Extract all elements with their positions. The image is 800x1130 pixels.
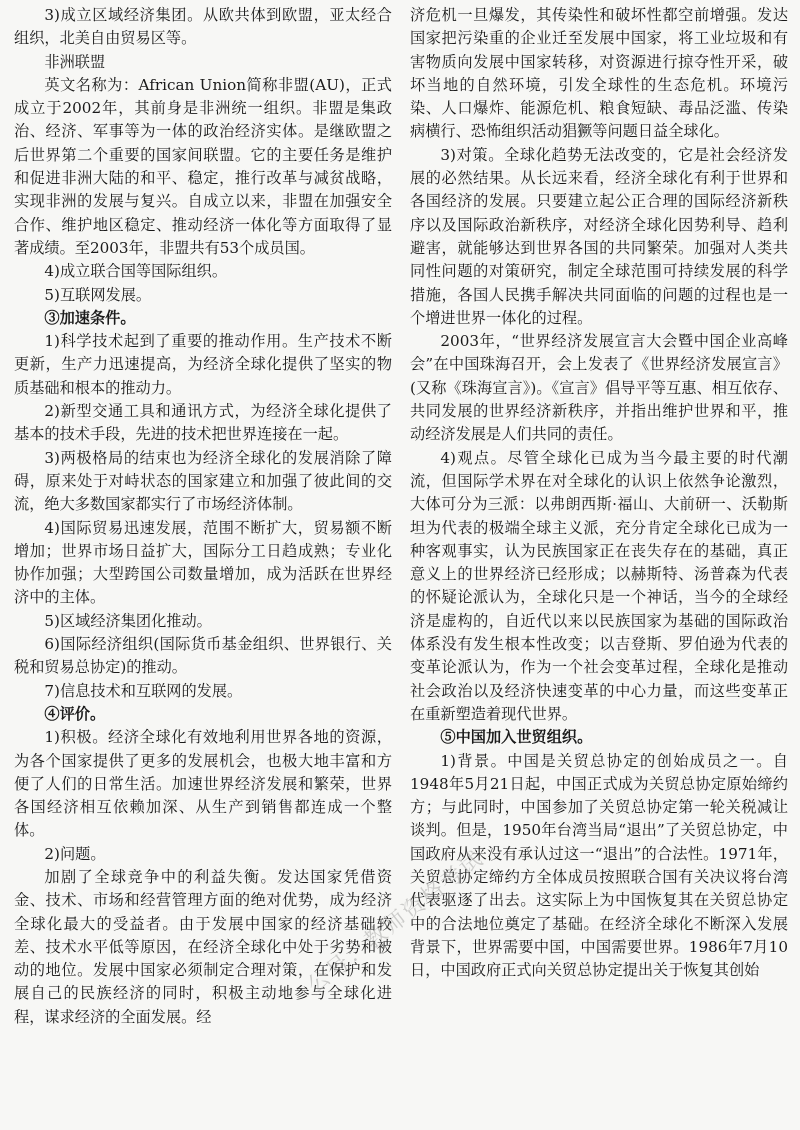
left-paragraph-17: 加剧了全球竞争中的利益失衡。发达国家凭借资金、技术、市场和经营管理方面的绝对优势，成为经济全球化最大的受益者。由于发展中国家的经济基础较差、技术水平低等原因，在经济全球化中处于劣势和被动的地位。发展中国家必须制定合理对策，在保护和发展自己的民族经济的同时，积极主动地参与全球化进程，谋求经济的全面发展。经 (14, 867, 392, 1026)
left-paragraph-8: 2)新型交通工具和通讯方式，为经济全球化提供了基本的技术手段，先进的技术把世界连接在一起。 (14, 402, 392, 444)
left-paragraph-2: 非洲联盟 (44, 52, 106, 71)
left-paragraph-12: 6)国际经济组织(国际货币基金组织、世界银行、关税和贸易总协定)的推动。 (14, 635, 392, 677)
left-column (14, 4, 392, 1130)
watermark-text: 公号：教师资格考试 (303, 845, 489, 999)
right-paragraph-5: ⑤中国加入世贸组织。 (440, 728, 593, 747)
left-paragraph-9: 3)两极格局的结束也为经济全球化的发展消除了障碍，原来处于对峙状态的国家建立和加强了彼此间的交流，绝大多数国家都实行了市场经济体制。 (14, 448, 392, 514)
right-column (410, 4, 788, 1130)
left-paragraph-1: 3)成立区域经济集团。从欧共体到欧盟，亚太经合组织，北美自由贸易区等。 (14, 6, 392, 48)
left-paragraph-14: ④评价。 (44, 704, 106, 723)
left-paragraph-13: 7)信息技术和互联网的发展。 (44, 681, 243, 700)
right-paragraph-1: 济危机一旦爆发，其传染性和破坏性都空前增强。发达国家把污染重的企业迁至发展中国家，将工业垃圾和有害物质向发展中国家转移，对资源进行掠夺性开采，破坏当地的自然环境，引发全球性的生态危机。环境污染、人口爆炸、能源危机、粮食短缺、毒品泛滥、传染病横行、恐怖组织活动猖獗等问题日益全球化。 (410, 6, 788, 141)
right-paragraph-3: 2003年，“世界经济发展宣言大会暨中国企业高峰会”在中国珠海召开，会上发表了《世界经济发展宣言》(又称《珠海宣言》)。《宣言》倡导平等互惠、相互依存、共同发展的世界经济新秩序，并指出维护世界和平，推动经济发展是人们共同的责任。 (410, 332, 788, 444)
right-paragraph-6: 1)背景。中国是关贸总协定的创始成员之一。自1948年5月21日起，中国正式成为关贸总协定原始缔约方；与此同时，中国参加了关贸总协定第一轮关税减让谈判。但是，1950年台湾当局“退出”了关贸总协定，中国政府从来没有承认过这一“退出”的合法性。1971年，关贸总协定缔约方全体成员按照联合国有关决议将台湾代表驱逐了出去。这实际上为中国恢复其在关贸总协定中的合法地位奠定了基础。在经济全球化不断深入发展背景下，世界需要中国，中国需要世界。1986年7月10日，中国政府正式向关贸总协定提出关于恢复其创始 (410, 751, 788, 980)
left-paragraph-7: 1)科学技术起到了重要的推动作用。生产技术不断更新，生产力迅速提高，为经济全球化提供了坚实的物质基础和根本的推动力。 (14, 332, 392, 397)
left-paragraph-11: 5)区域经济集团化推动。 (44, 611, 212, 630)
right-paragraph-2: 3)对策。全球化趋势无法改变的，它是社会经济发展的必然结果。从长远来看，经济全球化有利于世界和各国经济的发展。只要建立起公正合理的国际经济新秩序以及国际政治新秩序，对经济全球化因势利导、趋利避害，就能够达到世界各国的共同繁荣。加强对人类共同性问题的对策研究，制定全球范围可持续发展的科学措施，各国人民携手解决共同面临的问题的过程也是一个增进世界一体化的过程。 (410, 145, 788, 327)
left-paragraph-15: 1)积极。经济全球化有效地利用世界各地的资源，为各个国家提供了更多的发展机会，也极大地丰富和方便了人们的日常生活。加速世界经济发展和繁荣，世界各国经济相互依赖加深、从生产到销售都连成一个整体。 (14, 728, 392, 840)
right-paragraph-4: 4)观点。尽管全球化已成为当今最主要的时代潮流，但国际学术界在对全球化的认识上依然争论激烈，大体可分为三派：以弗朗西斯·福山、大前研一、沃勒斯坦为代表的极端全球主义派，充分肯定全球化已成为一种客观事实，认为民族国家正在丧失存在的基础，真正意义上的世界经济已经形成；以赫斯特、汤普森为代表的怀疑论派认为，全球化只是一个神话，当今的全球经济是虚构的，自近代以来以民族国家为基础的国际政治体系没有发生根本性改变；以吉登斯、罗伯逊为代表的变革论派认为，作为一个社会变革过程，全球化是推动社会政治以及经济快速变革的中心力量，而这些变革正在重新塑造着现代世界。 (410, 448, 788, 723)
left-paragraph-16: 2)问题。 (44, 844, 106, 863)
left-paragraph-5: 5)互联网发展。 (44, 285, 152, 304)
left-paragraph-3: 英文名称为：African Union简称非盟(AU)，正式成立于2002年，其前身是非洲统一组织。非盟是集政治、经济、军事等为一体的政治经济实体。是继欧盟之后世界第二个重要的国家间联盟。它的主要任务是维护和促进非洲大陆的和平、稳定，推行改革与减贫战略，实现非洲的发展与复兴。自成立以来，非盟在加强安全合作、维护地区稳定、推动经济一体化等方面取得了显著成绩。至2003年，非盟共有53个成员国。 (14, 75, 392, 257)
left-paragraph-4: 4)成立联合国等国际组织。 (44, 262, 228, 281)
left-paragraph-10: 4)国际贸易迅速发展，范围不断扩大，贸易额不断增加；世界市场日益扩大，国际分工日趋成熟；专业化协作加强；大型跨国公司数量增加，成为活跃在世界经济中的主体。 (14, 518, 392, 607)
left-paragraph-6: ③加速条件。 (44, 308, 136, 327)
